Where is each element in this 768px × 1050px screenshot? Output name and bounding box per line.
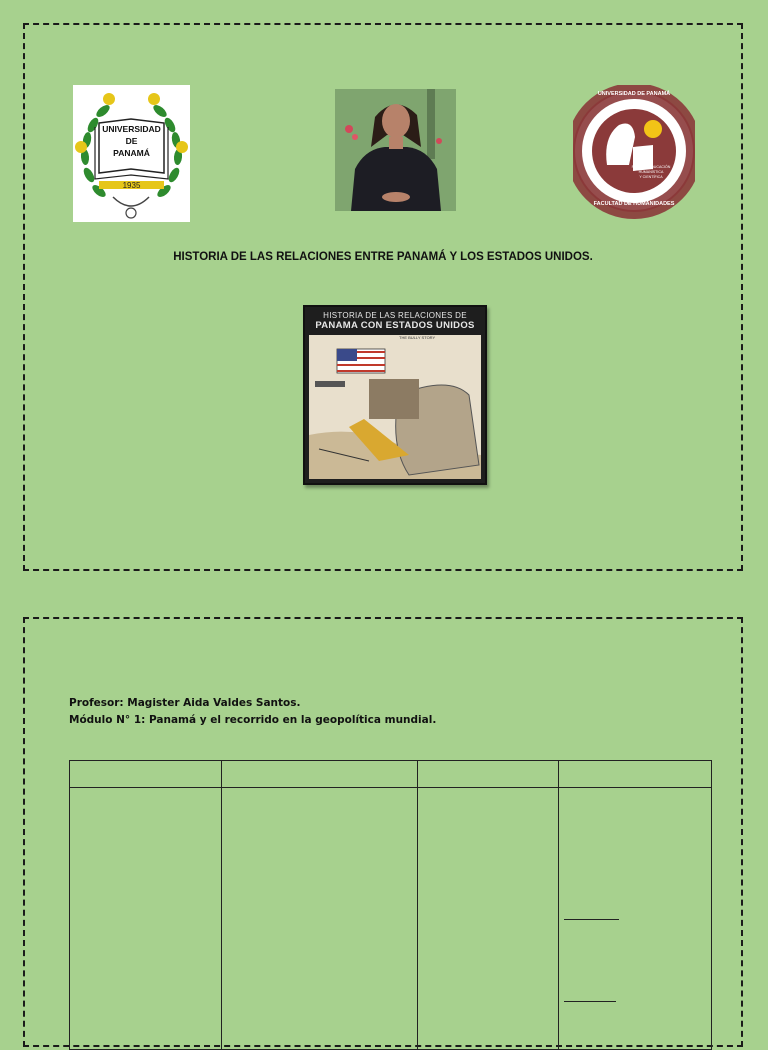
crest-line-2: DE xyxy=(125,136,138,146)
cartoon-illustration-icon xyxy=(309,335,481,479)
table-header-cell xyxy=(558,761,711,788)
seal-inner-line-2: HUMANÍSTICA xyxy=(638,170,664,174)
table-cell xyxy=(418,788,558,1050)
content-table xyxy=(69,760,712,1050)
seal-ring-bottom: FACULTAD DE HUMANIDADES xyxy=(593,201,675,207)
module-line: Módulo N° 1: Panamá y el recorrido en la geopolítica mundial. xyxy=(69,714,437,726)
seal-inner-line-3: Y CIENTÍFICA xyxy=(639,175,663,179)
professor-line: Profesor: Magister Aida Valdes Santos. xyxy=(69,697,301,709)
table-cell xyxy=(70,788,222,1050)
book-illustration xyxy=(309,335,481,479)
table-header-row xyxy=(70,761,712,788)
person-portrait-icon xyxy=(335,89,456,211)
module-section xyxy=(23,617,743,1047)
table-header-cell xyxy=(418,761,558,788)
cover-section xyxy=(23,23,743,571)
table-cell xyxy=(222,788,418,1050)
university-crest-logo xyxy=(73,85,190,222)
crest-line-3: PANAMÁ xyxy=(113,148,150,158)
crest-line-1: UNIVERSIDAD xyxy=(102,124,161,134)
blank-line xyxy=(564,919,619,920)
professor-photo xyxy=(335,89,456,211)
book-caption: THE BULLY STORY xyxy=(399,335,436,340)
faculty-seal-logo xyxy=(573,85,695,219)
book-title-line-1: HISTORIA DE LAS RELACIONES DE xyxy=(323,311,467,320)
crest-year: 1935 xyxy=(122,181,141,190)
seal-ring-top: UNIVERSIDAD DE PANAMÁ xyxy=(597,91,671,97)
table-header-cell xyxy=(70,761,222,788)
seal-inner-line-1: POR UNA EDUCACIÓN xyxy=(631,165,671,169)
book-cover-image xyxy=(303,305,487,485)
table-header-cell xyxy=(222,761,418,788)
blank-line xyxy=(564,1001,616,1002)
document-title: HISTORIA DE LAS RELACIONES ENTRE PANAMÁ Y LOS ESTADOS UNIDOS. xyxy=(173,251,593,263)
faculty-seal-icon xyxy=(573,85,695,219)
book-title-line-2: PANAMA CON ESTADOS UNIDOS xyxy=(315,320,475,331)
